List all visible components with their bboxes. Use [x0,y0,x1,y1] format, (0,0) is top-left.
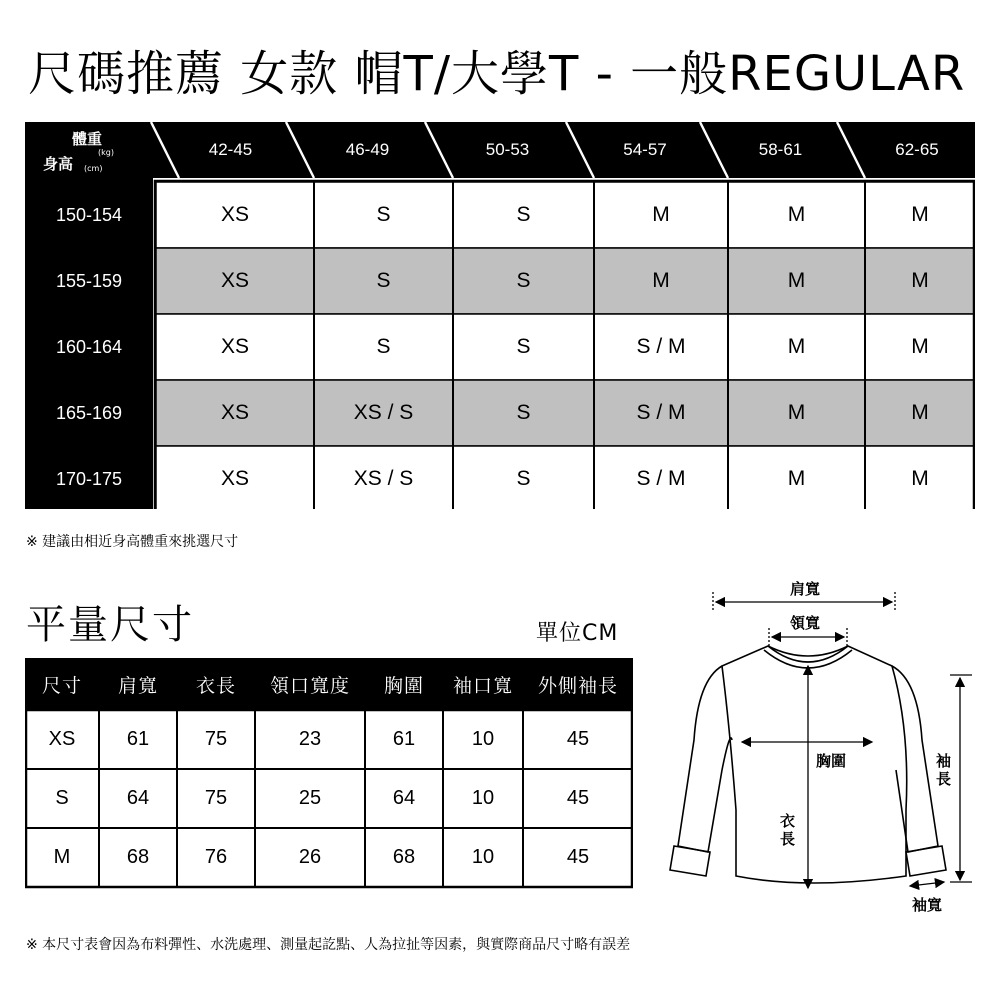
page-title: 尺碼推薦 女款 帽T/大學T - 一般REGULAR [28,46,966,102]
sleeve-length-label-1: 袖 [936,752,952,770]
size-cell: XS [220,335,249,358]
size-cell: XS / S [353,401,414,424]
flat-measure-title: 平量尺寸 [26,602,194,648]
flat-column-header: 尺寸 [41,674,82,697]
body-length-label-2: 長 [780,830,796,848]
size-cell: S [516,269,531,292]
size-cell: M [787,401,806,424]
size-cell: M [911,269,929,292]
weight-range-label: 58-61 [758,140,803,159]
chest-label: 胸圍 [816,752,847,770]
size-cell: S [376,203,391,226]
weight-range-label: 42-45 [208,140,253,159]
size-cell: M [911,203,929,226]
size-cell: M [911,467,929,490]
flat-column-header: 衣長 [195,674,236,697]
height-range-label: 150-154 [55,204,123,225]
size-cell: M [652,203,670,226]
flat-column-header: 袖口寬 [452,674,513,697]
flat-size-label: M [53,846,71,868]
flat-column-header: 胸圍 [383,674,424,697]
flat-column-header: 外側袖長 [537,674,618,697]
size-cell: S [516,335,531,358]
recommendation-note: ※ 建議由相近身高體重來挑選尺寸 [26,534,239,550]
flat-measure-cell: 75 [204,787,228,809]
flat-measure-cell: 68 [392,846,416,868]
flat-measure-cell: 25 [298,787,322,809]
flat-measure-cell: 61 [392,728,416,750]
flat-measure-cell: 10 [471,728,495,750]
unit-label: 單位CM [536,621,619,646]
weight-range-label: 54-57 [623,140,667,159]
cuff-width-label: 袖寬 [912,896,943,914]
weight-range-label: 50-53 [485,140,530,159]
size-cell: M [787,335,806,358]
flat-measure-cell: 68 [126,846,150,868]
size-cell: M [652,269,670,292]
height-range-label: 160-164 [55,336,123,357]
flat-measure-cell: 10 [471,787,495,809]
sleeve-length-label-2: 長 [936,770,952,788]
size-cell: XS / S [353,467,414,490]
flat-column-header: 肩寬 [117,674,158,697]
size-cell: S [516,203,531,226]
size-cell: XS [220,401,249,424]
weight-range-label: 62-65 [895,140,939,159]
size-cell: XS [220,203,249,226]
disclaimer-note: ※ 本尺寸表會因為布料彈性、水洗處理、測量起訖點、人為拉扯等因素，與實際商品尺寸略有誤差 [26,937,631,953]
sweatshirt-outline-icon [660,570,990,920]
size-cell: S / M [636,401,686,424]
flat-measurement-table [25,658,633,889]
flat-measure-cell: 26 [298,846,322,868]
shoulder-width-label: 肩寬 [790,580,821,598]
flat-measure-cell: 45 [566,728,590,750]
flat-measure-cell: 45 [566,787,590,809]
size-cell: S [376,269,391,292]
flat-column-header: 領口寬度 [269,674,350,697]
corner-weight-unit: (kg) [98,148,114,157]
neck-width-label: 領寬 [790,614,821,632]
flat-measure-cell: 75 [204,728,228,750]
height-range-label: 155-159 [55,270,123,291]
size-cell: S [376,335,391,358]
size-cell: S [516,401,531,424]
size-cell: M [787,467,806,490]
size-cell: M [911,335,929,358]
corner-height-unit: (cm) [84,164,103,173]
garment-diagram [660,570,990,920]
size-cell: M [787,203,806,226]
body-length-label-1: 衣 [780,812,796,830]
size-recommendation-table [25,122,975,509]
size-cell: XS [220,467,249,490]
flat-measure-cell: 64 [392,787,416,809]
flat-measure-cell: 61 [126,728,150,750]
corner-weight-label: 體重 [72,130,103,148]
height-range-label: 165-169 [55,402,123,423]
flat-measure-cell: 76 [204,846,228,868]
size-cell: XS [220,269,249,292]
height-range-label: 170-175 [55,468,123,489]
size-cell: S [516,467,531,490]
size-cell: S / M [636,335,686,358]
flat-measure-cell: 10 [471,846,495,868]
flat-size-label: XS [48,728,76,750]
flat-measure-cell: 45 [566,846,590,868]
size-cell: M [787,269,806,292]
flat-measure-cell: 64 [126,787,150,809]
size-cell: S / M [636,467,686,490]
size-cell: M [911,401,929,424]
flat-size-label: S [55,787,69,809]
corner-height-label: 身高 [43,155,74,173]
flat-measure-cell: 23 [298,728,322,750]
weight-range-label: 46-49 [345,140,390,159]
